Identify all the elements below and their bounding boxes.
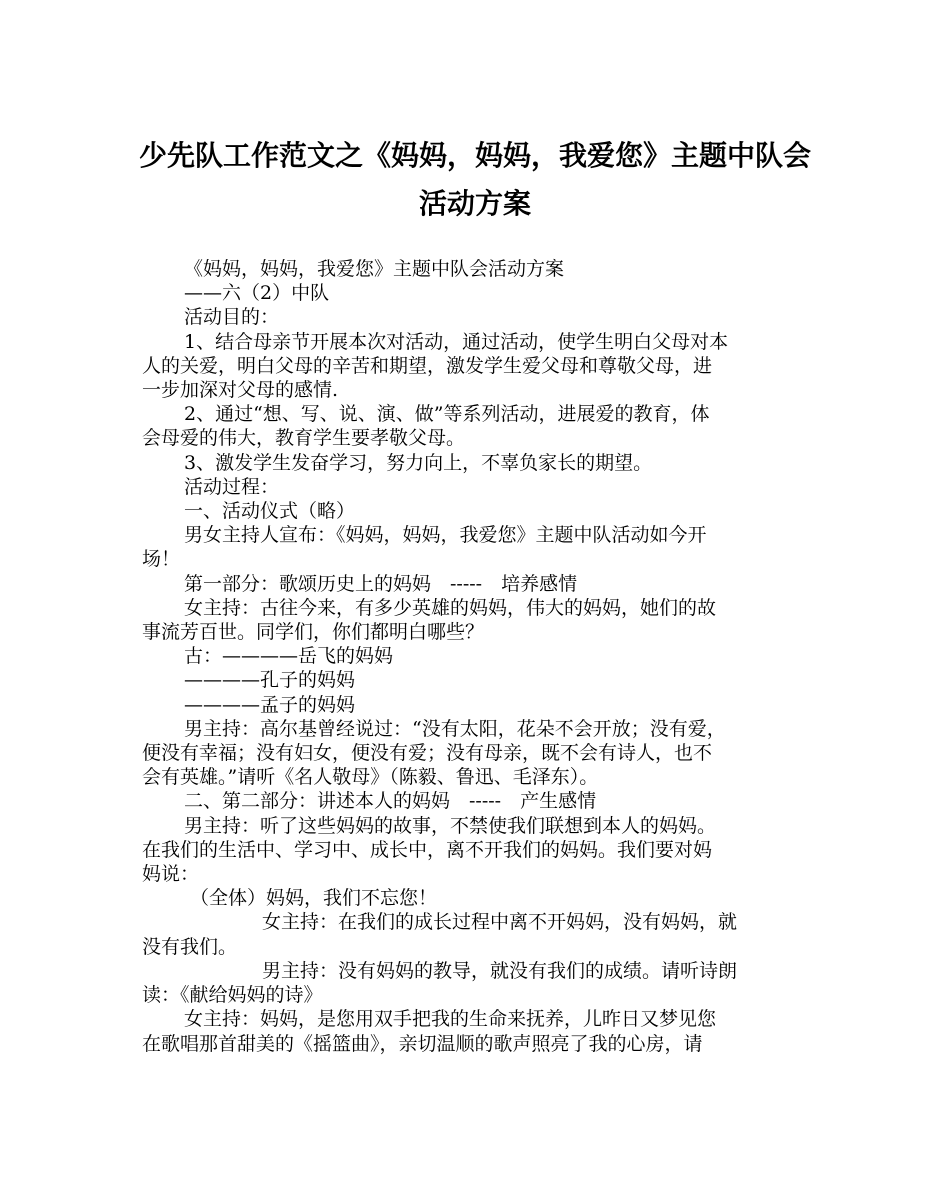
body-line: 第一部分：歌颂历史上的妈妈 ----- 培养感情 (184, 572, 578, 595)
body-line: 男主持：没有妈妈的教导，就没有我们的成绩。请听诗朗 (262, 959, 738, 982)
body-line: 1、结合母亲节开展本次对活动，通过活动，使学生明白父母对本 (184, 330, 729, 353)
body-line: 一步加深对父母的感情. (142, 379, 339, 402)
body-line: 二、第二部分：讲述本人的妈妈 ----- 产生感情 (184, 790, 597, 813)
body-line: 男主持：高尔基曾经说过：“没有太阳，花朵不会开放；没有爱， (184, 717, 726, 740)
body-line: ————孟子的妈妈 (184, 693, 356, 716)
body-line: 会母爱的伟大，教育学生要孝敬父母。 (142, 427, 466, 450)
body-line: 在歌唱那首甜美的《摇篮曲》，亲切温顺的歌声照亮了我的心房，请 (142, 1032, 703, 1055)
body-line: 男女主持人宣布：《妈妈，妈妈，我爱您》主题中队活动如今开 (184, 524, 707, 547)
body-line: 女主持：古往今来，有多少英雄的妈妈，伟大的妈妈，她们的故 (184, 596, 717, 619)
body-line: 女主持：妈妈，是您用双手把我的生命来抚养，儿昨日又梦见您 (184, 1008, 717, 1031)
body-line: 妈说： (142, 863, 200, 886)
body-line: 没有我们。 (142, 935, 238, 958)
body-line: 男主持：听了这些妈妈的故事，不禁使我们联想到本人的妈妈。 (184, 814, 717, 837)
body-line: 女主持：在我们的成长过程中离不开妈妈，没有妈妈，就 (262, 911, 738, 934)
body-line: 场！ (142, 548, 181, 571)
body-line: 便没有幸福；没有妇女，便没有爱；没有母亲，既不会有诗人，也不 (142, 742, 713, 765)
body-line: 会有英雄。”请听《名人敬母》（陈毅、鲁迅、毛泽东）。 (142, 766, 599, 789)
body-line: 一、活动仪式（略） (184, 500, 356, 523)
body-line: 古：————岳飞的妈妈 (184, 645, 394, 668)
body-line: 在我们的生活中、学习中、成长中，离不开我们的妈妈。我们要对妈 (142, 838, 713, 861)
body-line: 人的关爱，明白父母的辛苦和期望，激发学生爱父母和尊敬父母，进 (142, 354, 713, 377)
body-line: 3、激发学生发奋学习，努力向上，不辜负家长的期望。 (184, 451, 653, 474)
body-line: 读：《献给妈妈的诗》 (142, 984, 323, 1007)
document-title-line-1: 少先队工作范文之《妈妈，妈妈，我爱您》主题中队会 (138, 139, 811, 172)
body-line: 活动过程： (184, 475, 280, 498)
document-body (142, 257, 810, 1056)
body-line: 2、通过“想、写、说、演、做”等系列活动，进展爱的教育，体 (184, 403, 710, 426)
body-line: 《妈妈，妈妈，我爱您》主题中队会活动方案 (184, 258, 565, 280)
document-title-line-2: 活动方案 (418, 187, 531, 220)
body-line: 事流芳百世。同学们，你们都明白哪些？ (142, 621, 485, 644)
body-line: ————孔子的妈妈 (184, 669, 356, 692)
body-line: （全体）妈妈，我们不忘您！ (190, 887, 438, 910)
body-line: 活动目的： (184, 306, 280, 329)
body-line: ——六（2）中队 (184, 282, 330, 305)
